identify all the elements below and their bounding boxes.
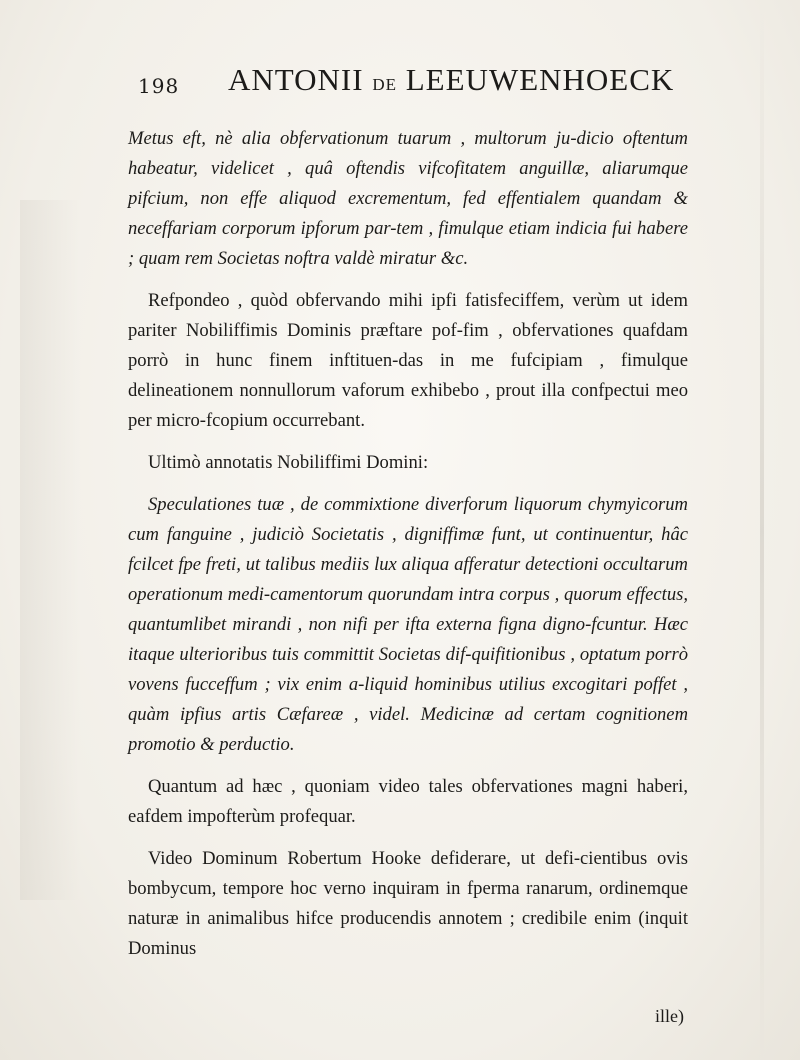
paragraph-reply: Refpondeo , quòd obfervando mihi ipfi fatisfeciffem, verùm ut idem pariter Nobiliffimis Dominis præftare pof-fim , obfervationes quafdam porrò in hunc finem inftituen-das in me fufcipiam , fimulque delineationem nonnullorum vaforum exhibebo , prout illa confpectui meo per micro-fcopium occurrebant. xyxy=(128,290,688,431)
paragraph-response: Quantum ad hæc , quoniam video tales obfervationes magni haberi, eafdem impofterùm profequar. xyxy=(128,776,688,827)
running-title xyxy=(228,62,674,98)
paragraph-annotation-intro: Ultimò annotatis Nobiliffimi Domini: xyxy=(148,452,429,473)
title-last: LEEUWENHOECK xyxy=(405,62,675,97)
paragraph-hooke: Video Dominum Robertum Hooke defiderare, ut defi-cientibus ovis bombycum, tempore hoc verno inquiram in fperma ranarum, ordinemque naturæ in animalibus hifce producendis annotem ; credibile enim (inquit Dominus xyxy=(128,848,688,959)
page-shadow xyxy=(20,200,80,900)
paragraph-quotation: Speculationes tuæ , de commixtione diverforum liquorum chymyicorum cum fanguine , judiciò Societatis , digniffimæ funt, ut continuentur, hâc fcilcet fpe freti, ut talibus mediis lux aliqua afferatur detectioni occultarum operationum medi-camentorum quorundam intra corpus , quorum effectus, quantumlibet mirandi , non nifi per ifta externa figna digno-fcuntur. Hæc itaque ulterioribus tuis committit Societas dif-quifitionibus , optatum porrò vovens fucceffum ; vix enim a-liquid hominibus utilius excogitari poffet , quàm ipfius artis Cæfareæ , videl. Medicinæ ad certam cognitionem promotio & perductio. xyxy=(128,494,688,755)
title-de: DE xyxy=(372,75,397,94)
title-main: ANTONII xyxy=(228,62,364,97)
catchword: ille) xyxy=(655,1006,684,1026)
page-number: 198 xyxy=(138,74,180,98)
running-header xyxy=(128,62,680,102)
body-text xyxy=(128,124,688,964)
paragraph-query: Metus eft, nè alia obfervationum tuarum , multorum ju-dicio oftentum habeatur, videlicet , quâ oftendis vifcofitatem anguillæ, aliarumque pifcium, non effe aliquod excrementum, fed effentialem quandam & neceffariam corporum ipforum par-tem , fimulque etiam indicia fui habere ; quam rem Societas noftra valdè miratur &c. xyxy=(128,128,688,269)
page-edge xyxy=(760,0,764,1060)
